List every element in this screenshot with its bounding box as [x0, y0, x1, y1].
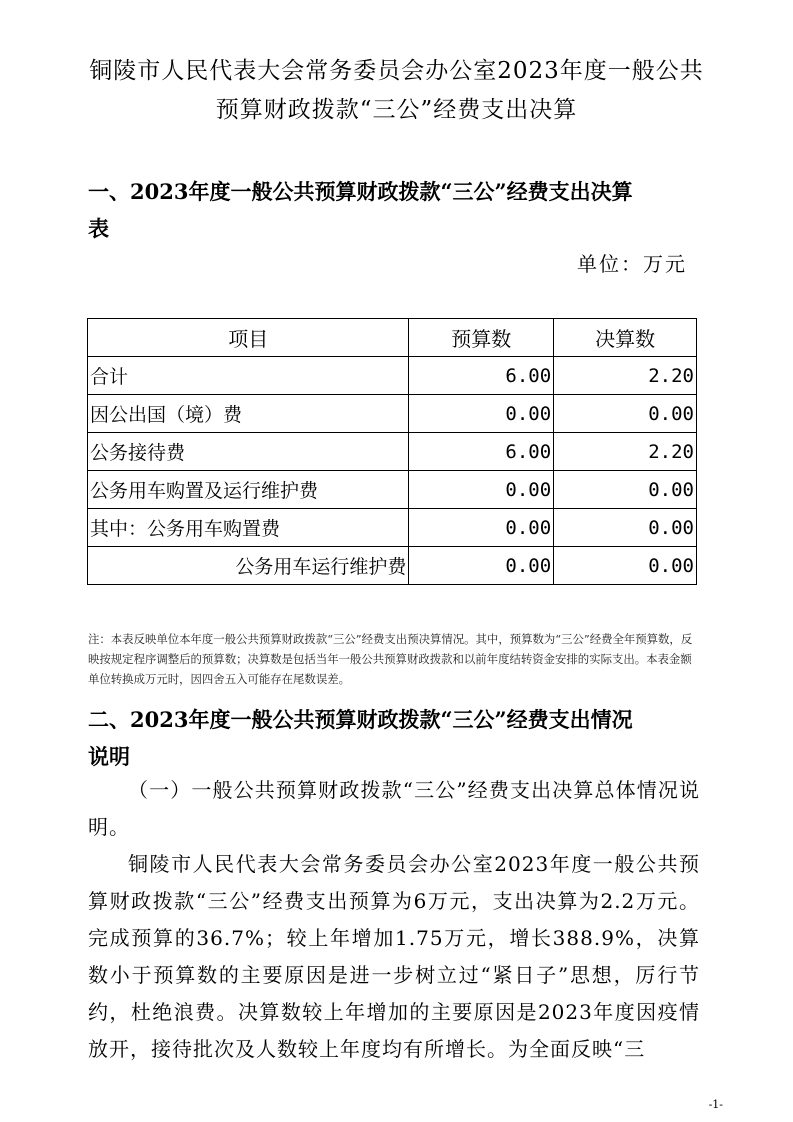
table-note: 注：本表反映单位本年度一般公共预算财政拨款“三公”经费支出预决算情况。其中，预算数为“三公”经费全年预算数，反映按规定程序调整后的预算数；决算数是包括当年一般公共预算财政拨款和以前年度结转资金安排的实际支出。本表金额单位转换成万元时，因四舍五入可能存在尾数误差。 [88, 632, 693, 686]
subsection-1-text: （一）一般公共预算财政拨款“三公”经费支出决算总体情况说明。 [88, 778, 700, 839]
section-1-heading-cont: 表 [88, 216, 109, 241]
body-text: 铜陵市人民代表大会常务委员会办公室2023年度一般公共预算财政拨款“三公”经费支出预算为6万元，支出决算为2.2万元。完成预算的36.7%；较上年增加1.75万元，增长388.9%，决算数小于预算数的主要原因是进一步树立过“紧日子”思想，厉行节约，杜绝浪费。决算数较上年增加的主要原因是2023年度因疫情放开，接待批次及人数较上年度均有所增长。为全面反映“三 [88, 852, 700, 1061]
budget-table [87, 318, 697, 585]
row-budget: 6.00 [409, 357, 554, 395]
header-final: 决算数 [554, 319, 697, 357]
table-header-row [88, 319, 697, 357]
header-item: 项目 [88, 319, 409, 357]
row-item: 公务用车运行维护费 [88, 547, 409, 585]
section-1-heading: 一、2023年度一般公共预算财政拨款“三公”经费支出决算 [88, 179, 633, 204]
header-budget: 预算数 [409, 319, 554, 357]
row-final: 0.00 [554, 509, 697, 547]
row-budget: 0.00 [409, 547, 554, 585]
row-item: 合计 [88, 357, 409, 395]
row-item: 公务用车购置及运行维护费 [88, 471, 409, 509]
table-row [88, 395, 697, 433]
title-line-1: 铜陵市人民代表大会常务委员会办公室2023年度一般公共 [89, 58, 704, 84]
row-final: 0.00 [554, 471, 697, 509]
row-final: 2.20 [554, 357, 697, 395]
row-item: 其中：公务用车购置费 [88, 509, 409, 547]
row-budget: 0.00 [409, 471, 554, 509]
body-paragraph [88, 846, 700, 1068]
row-final: 0.00 [554, 395, 697, 433]
unit-label: 单位：万元 [577, 252, 687, 276]
subsection-1-heading [88, 772, 700, 846]
table-row [88, 509, 697, 547]
section-2-heading-cont: 说明 [88, 744, 130, 769]
row-budget: 0.00 [409, 395, 554, 433]
row-final: 2.20 [554, 433, 697, 471]
row-item: 公务接待费 [88, 433, 409, 471]
table-row [88, 433, 697, 471]
table-row [88, 357, 697, 395]
table-row [88, 547, 697, 585]
row-item: 因公出国（境）费 [88, 395, 409, 433]
row-budget: 6.00 [409, 433, 554, 471]
page-number: -1- [708, 1098, 723, 1111]
row-final: 0.00 [554, 547, 697, 585]
section-2-heading: 二、2023年度一般公共预算财政拨款“三公”经费支出情况 [88, 707, 633, 732]
title-line-2: 预算财政拨款“三公”经费支出决算 [215, 97, 578, 123]
table-row [88, 471, 697, 509]
row-budget: 0.00 [409, 509, 554, 547]
